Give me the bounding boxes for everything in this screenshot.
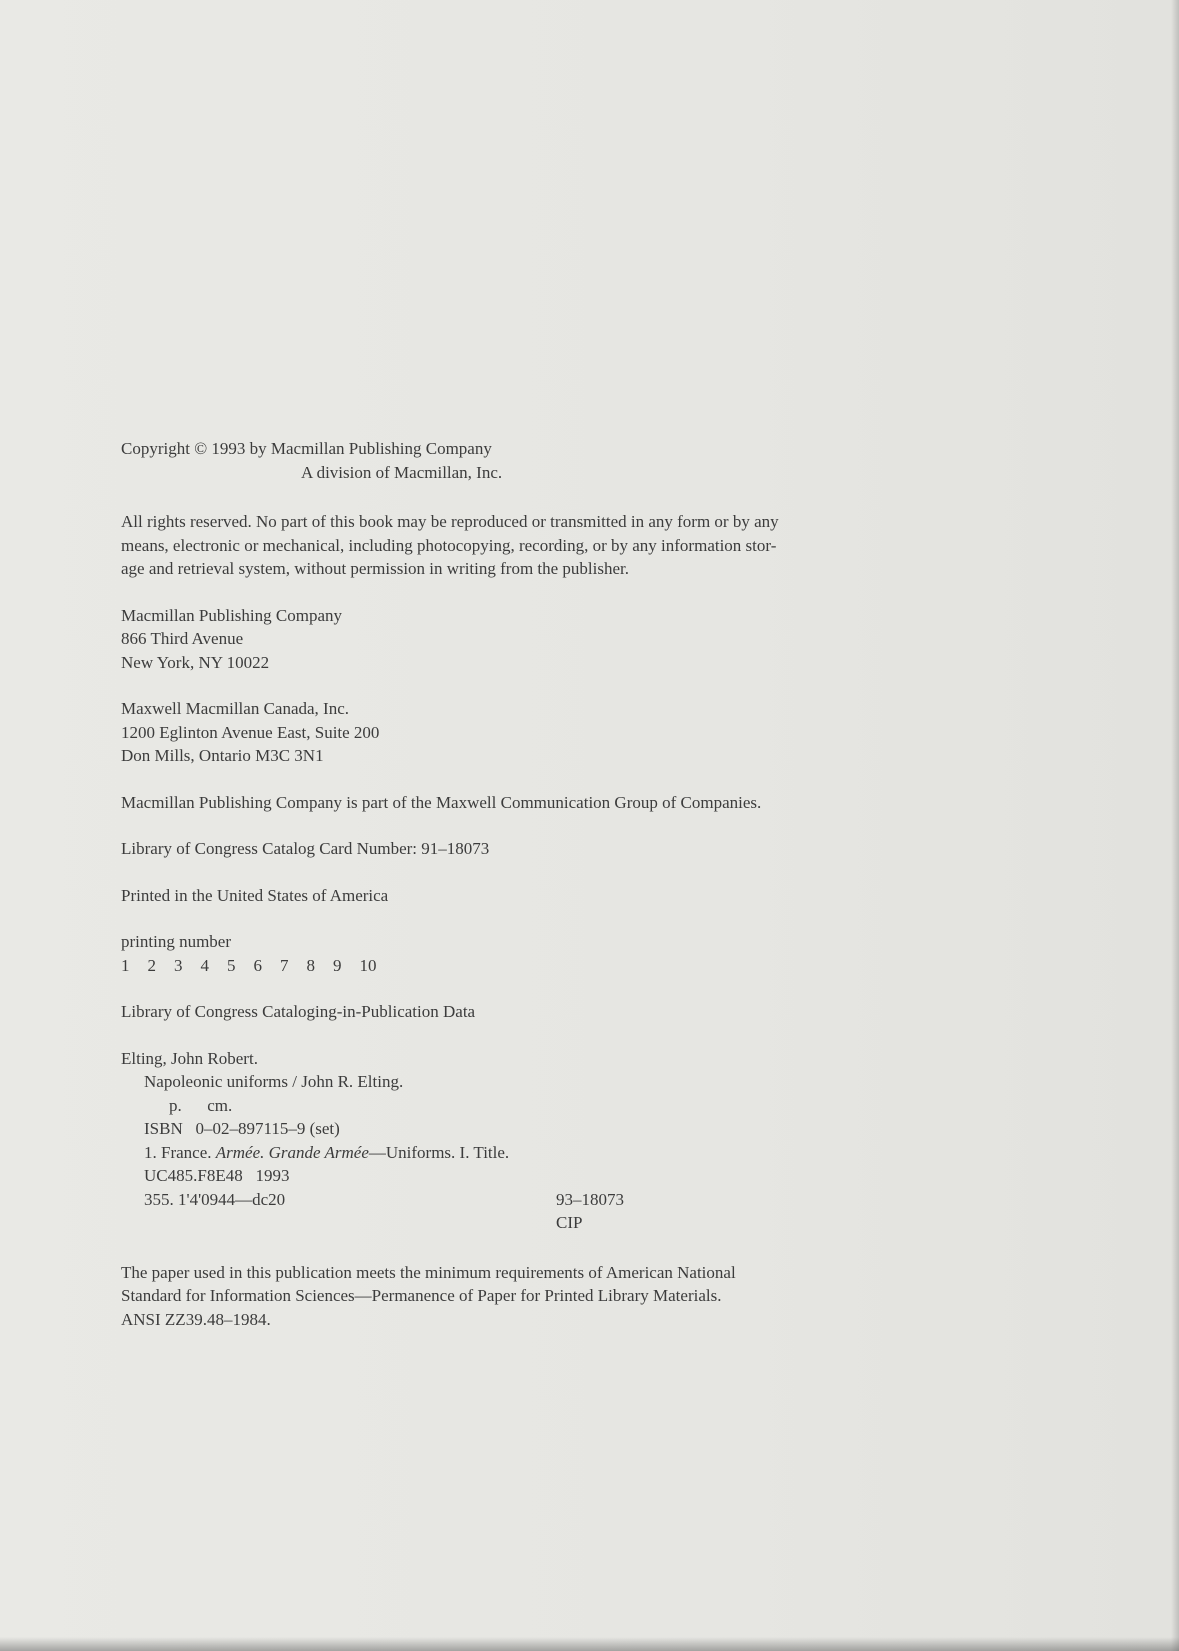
publisher-address (121, 604, 941, 675)
cip-isbn: ISBN 0–02–897115–9 (set) (144, 1119, 340, 1138)
copyright-line: Copyright © 1993 by Macmillan Publishing Company (121, 439, 492, 458)
cip-subject-italic: Armée. Grande Armée (215, 1142, 369, 1162)
cip-label: CIP (556, 1213, 583, 1232)
catalog-card-number: Library of Congress Catalog Card Number: 91–18073 (121, 839, 490, 858)
cip-subject-prefix: 1. France. (144, 1142, 216, 1162)
printing-number: 4 (200, 955, 209, 975)
cip-author: Elting, John Robert. (121, 1048, 258, 1068)
cip-title: Napoleonic uniforms / John R. Elting. (144, 1072, 404, 1091)
address-line: Maxwell Macmillan Canada, Inc. (121, 699, 350, 718)
paper-line: The paper used in this publication meets the minimum requirements of American National (121, 1262, 736, 1282)
printing-number: 5 (227, 955, 236, 975)
rights-paragraph (121, 510, 941, 581)
copyright-page-content (121, 437, 941, 1331)
printing-number: 10 (359, 955, 377, 975)
paper-statement (121, 1261, 941, 1332)
group-statement: Macmillan Publishing Company is part of the Maxwell Communication Group of Companies. (121, 792, 762, 812)
page-edge-shadow (1171, 0, 1179, 1651)
paper-line: Standard for Information Sciences—Permanence of Paper for Printed Library Materials. (121, 1286, 722, 1305)
cip-block (121, 1047, 941, 1235)
printing-number: 2 (147, 955, 156, 975)
printed-in: Printed in the United States of America (121, 885, 389, 905)
printing-number: 7 (280, 955, 289, 975)
cip-pages: p. cm. (169, 1095, 233, 1115)
rights-line: All rights reserved. No part of this book may be reproduced or transmitted in any form or by any (121, 512, 779, 531)
cip-label-row (121, 1211, 941, 1235)
cip-lc-class: UC485.F8E48 1993 (144, 1166, 290, 1185)
printing-number: 3 (174, 955, 183, 975)
address-line: New York, NY 10022 (121, 652, 270, 672)
address-line: 1200 Eglinton Avenue East, Suite 200 (121, 722, 380, 742)
paper-line: ANSI ZZ39.48–1984. (121, 1309, 271, 1329)
cip-subject-suffix: —Uniforms. I. Title. (368, 1142, 510, 1162)
cip-dewey: 355. 1'4'0944—dc20 (144, 1189, 286, 1209)
printing-number: 9 (333, 955, 342, 975)
address-line: Macmillan Publishing Company (121, 605, 342, 625)
cip-dewey-row (121, 1188, 941, 1212)
printing-number: 1 (121, 955, 130, 975)
page-bottom-shadow (0, 1637, 1179, 1651)
address-line: Don Mills, Ontario M3C 3N1 (121, 746, 324, 765)
cip-heading: Library of Congress Cataloging-in-Publication Data (121, 1002, 476, 1021)
address-line: 866 Third Avenue (121, 629, 244, 648)
printing-number-label: printing number (121, 932, 232, 951)
publisher-division: A division of Macmillan, Inc. (301, 462, 503, 482)
printing-number: 8 (306, 955, 315, 975)
printing-number: 6 (253, 955, 262, 975)
canada-address (121, 697, 941, 768)
rights-line: age and retrieval system, without permission in writing from the publisher. (121, 559, 630, 578)
cip-record-number: 93–18073 (556, 1189, 624, 1209)
cip-subject (121, 1141, 941, 1165)
printing-number-sequence (121, 954, 941, 978)
rights-line: means, electronic or mechanical, including photocopying, recording, or by any information stor- (121, 535, 777, 555)
